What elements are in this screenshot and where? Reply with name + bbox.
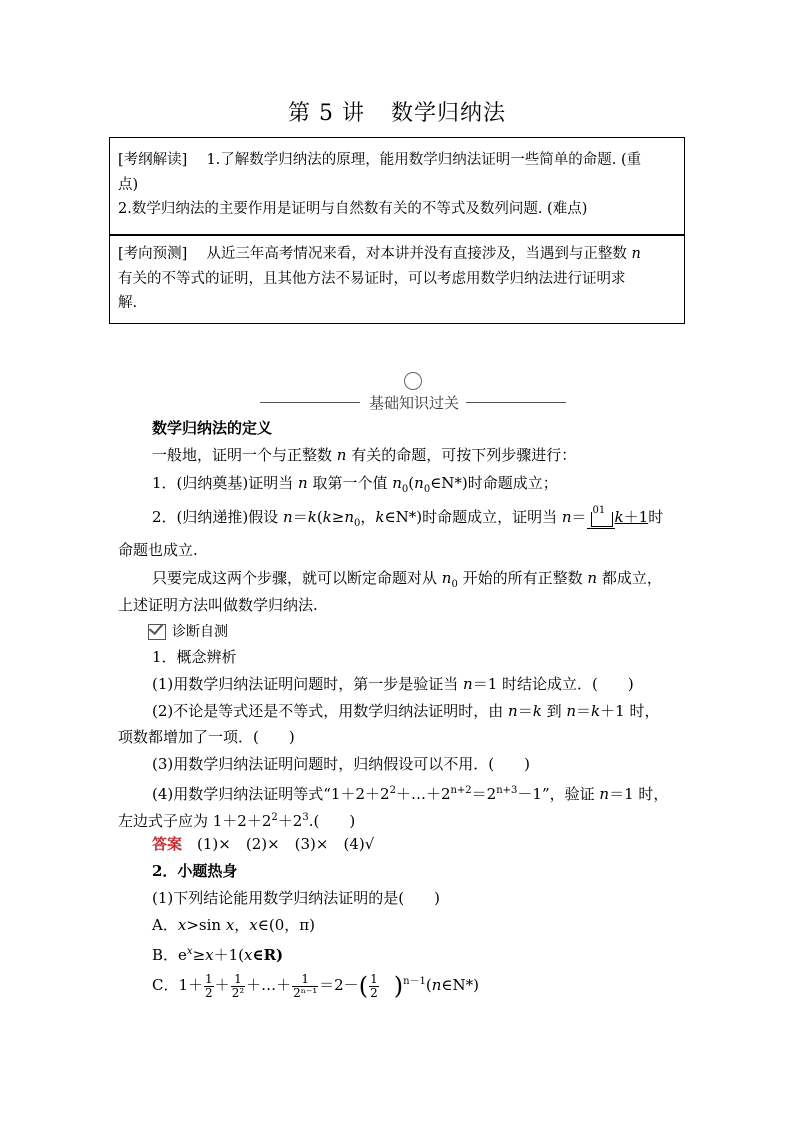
section-header: [252, 372, 576, 414]
forecast-tag: [考向预测]: [118, 246, 188, 262]
answer-line: [152, 834, 374, 854]
q1-item4-cont: 左边式子应为 $1+2+2^2+2^3$.( ): [118, 812, 356, 830]
forecast-var-n: n: [631, 246, 641, 262]
q1-item1: (1)用数学归纳法证明问题时，第一步是验证当 n＝1 时结论成立．( ): [152, 675, 634, 693]
syllabus-line1b: 点): [118, 176, 139, 193]
q1-item2-cont: 项数都增加了一项．( ): [118, 728, 295, 746]
section-label: 基础知识过关: [368, 394, 459, 412]
q1-item2: (2)不论是等式还是不等式，用数学归纳法证明时，由 n＝k 到 n＝k＋1 时，: [152, 702, 660, 720]
q2-heading: 2．小题热身: [152, 862, 238, 880]
option-c: C．1＋ $\frac{1}{2}$ ＋ $\frac{1}{\text{2²}}$ ＋…＋ $\frac{1}{\text{2ⁿ⁻¹}}$ ＝2－( $\frac{1}{2}$ )$^{n-1}$(n∈N*): [152, 971, 480, 1000]
forecast-line1: 从近三年高考情况来看，对本讲并没有直接涉及，当遇到与正整数: [206, 246, 627, 262]
lecture-number: 第 5 讲: [288, 101, 365, 126]
checkmark-icon: [148, 624, 166, 640]
syllabus-box: [109, 137, 685, 236]
q1-item4: (4)用数学归纳法证明等式“$1+2+2^2+\dots+2^{n+2}=2^{n+3}-1$”，验证 n＝1 时，: [152, 785, 669, 803]
forecast-line2: 有关的不等式的证明，且其他方法不易证时，可以考虑用数学归纳法进行证明求: [118, 270, 626, 287]
page-title: [0, 96, 794, 127]
definition-step1: 1．(归纳奠基)证明当 n 取第一个值 $n_0(n_0\in N*)$时命题成立；: [152, 474, 558, 495]
definition-summary2: 上述证明方法叫做数学归纳法.: [118, 596, 318, 614]
option-b: B．$e^x\ge x+1(x\in R)$: [152, 946, 284, 964]
answer-blank[interactable]: 01: [587, 506, 615, 530]
definition-step2-cont: 命题也成立.: [118, 541, 198, 559]
definition-intro: 一般地，证明一个与正整数 n 有关的命题，可按下列步骤进行：: [152, 446, 577, 464]
syllabus-line1: 1.了解数学归纳法的原理，能用数学归纳法证明一些简单的命题. (重: [206, 152, 642, 168]
answer-text: (1)× (2)× (3)× (4)√: [197, 835, 375, 853]
forecast-box: [109, 234, 685, 324]
definition-step2: 2．(归纳递推)假设 $n=k(k\ge n_0$，k∈N*)时命题成立，证明当 n＝ 01 k＋1时: [152, 505, 664, 529]
option-a: A．x>sin x，x∈(0，π): [152, 916, 315, 934]
definition-summary1: 只要完成这两个步骤，就可以断定命题对从 $n_0$ 开始的所有正整数 n 都成立，: [152, 569, 662, 590]
q2-item1: (1)下列结论能用数学归纳法证明的是( ): [152, 889, 440, 907]
forecast-line3: 解.: [118, 295, 138, 311]
syllabus-tag: [考纲解读]: [118, 152, 188, 168]
pen-icon: [404, 372, 422, 390]
definition-heading: 数学归纳法的定义: [152, 419, 273, 437]
syllabus-line2: 2.数学归纳法的主要作用是证明与自然数有关的不等式及数列问题. (难点): [118, 201, 588, 217]
lecture-topic: 数学归纳法: [390, 101, 506, 126]
q1-heading: 1．概念辨析: [152, 648, 237, 666]
selftest-label: 诊断自测: [148, 622, 228, 642]
q1-item3: (3)用数学归纳法证明问题时，归纳假设可以不用．( ): [152, 755, 530, 773]
answer-label: 答案: [152, 835, 183, 853]
